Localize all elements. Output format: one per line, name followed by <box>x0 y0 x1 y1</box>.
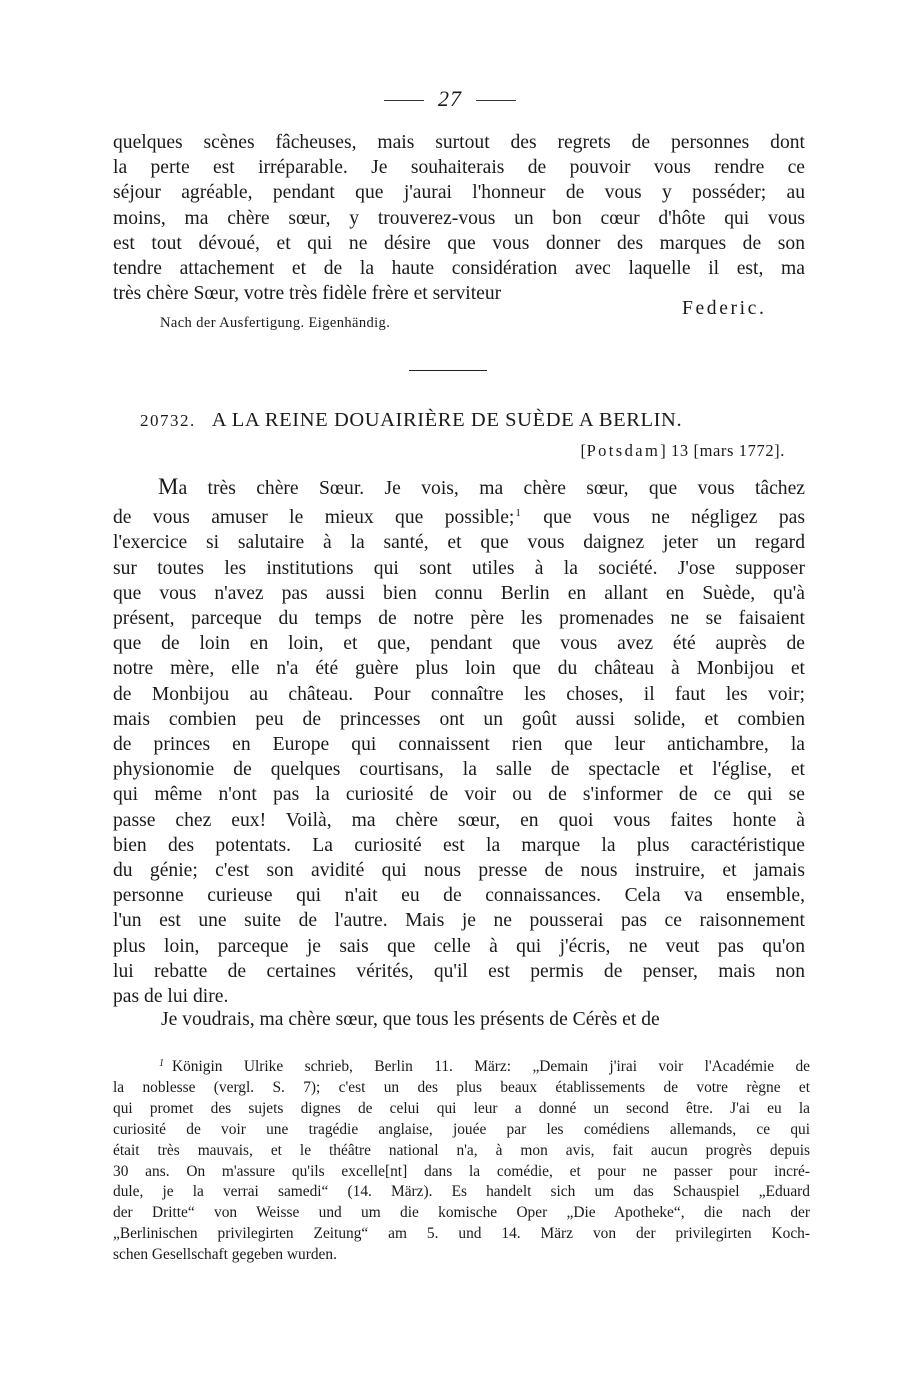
footnote-line: dule, je la verrai samedi“ (14. März). Es handelt sich um das Schauspiel „Eduard <box>113 1183 810 1201</box>
text-fragment: de vous amuser le mieux que possible; <box>113 507 515 529</box>
text-line: est tout dévoué, et qui ne désire que vous donner des marques de son <box>113 232 805 254</box>
text-line: l'exercice si salutaire à la santé, et que vous daignez jeter un regard <box>113 532 805 554</box>
letter-dateline: [Potsdam] 13 [mars 1772]. <box>580 441 785 460</box>
text-line: tendre attachement et de la haute considération avec laquelle il est, ma <box>113 258 805 280</box>
header-dash-left <box>384 100 424 101</box>
text-line: qui même n'ont pas la curiosité de voir ou de s'informer de ce qui se <box>113 784 805 806</box>
footnote-line: était très mauvais, et le théâtre national n'a, à mon avis, fait aucun progrès depuis <box>113 1141 810 1159</box>
text-line: pas de lui dire. <box>113 986 229 1008</box>
section-divider <box>409 370 487 371</box>
text-line: lui rebatte de certaines vérités, qu'il est permis de penser, mais non <box>113 960 805 982</box>
dateline-place: Potsdam <box>586 441 661 460</box>
text-line: présent, parceque du temps de notre père les promenades ne se faisaient <box>113 608 805 630</box>
text-line <box>113 501 805 530</box>
text-line: moins, ma chère sœur, y trouverez-vous un bon cœur d'hôte qui vous <box>113 207 805 229</box>
letter-paragraph-next: Je voudrais, ma chère sœur, que tous les présents de Cérès et de <box>161 1009 660 1030</box>
footnote-line: schen Gesellschaft gegeben wurden. <box>113 1246 337 1264</box>
dateline-date: 13 [mars 1772]. <box>671 441 785 460</box>
text-line: quelques scènes fâcheuses, mais surtout des regrets de personnes dont <box>113 132 805 153</box>
signature: Federic. <box>682 298 767 319</box>
footnote-line: curiosité de voir une tragédie anglaise, jouée par les comédiens allemands, ce qui <box>113 1120 810 1138</box>
letter-number: 20732. <box>140 411 196 430</box>
text-line: personne curieuse qui n'ait eu de connaissances. Cela va ensemble, <box>113 885 805 907</box>
header-dash-right <box>476 100 516 101</box>
footnote-line: der Dritte“ von Weisse und um die komische Oper „Die Apotheke“, die nach der <box>113 1204 810 1222</box>
text-fragment: a très chère Sœur. Je vois, ma chère sœur, que vous tâchez <box>178 478 805 499</box>
text-line: séjour agréable, pendant que j'aurai l'honneur de vous y posséder; au <box>113 182 805 204</box>
text-line: la perte est irréparable. Je souhaiterais de pouvoir vous rendre ce <box>113 157 805 179</box>
text-line: physionomie de quelques courtisans, la salle de spectacle et l'église, et <box>113 759 805 781</box>
text-fragment: Königin Ulrike schrieb, Berlin 11. März: „Demain j'irai voir l'Académie de <box>172 1058 810 1075</box>
text-line: que vous n'avez pas aussi bien connu Berlin en allant en Suède, qu'à <box>113 582 805 604</box>
text-line: très chère Sœur, votre très fidèle frère et serviteur <box>113 283 502 305</box>
footnote-line <box>113 1054 810 1078</box>
text-line: sur toutes les institutions qui sont utiles à la société. J'ose supposer <box>113 557 805 579</box>
text-line: passe chez eux! Voilà, ma chère sœur, en quoi vous faites honte à <box>113 809 805 831</box>
letter-title: A LA REINE DOUAIRIÈRE DE SUÈDE A BERLIN. <box>211 409 683 431</box>
footnote-line: qui promet des sujets dignes de celui qui leur a donné un second être. J'ai eu la <box>113 1099 810 1117</box>
text-line: plus loin, parceque je sais que celle à qui j'écris, ne veut pas qu'on <box>113 935 805 957</box>
text-line: bien des potentats. La curiosité est la marque la plus caractéristique <box>113 834 805 856</box>
letter-body <box>113 474 805 1009</box>
text-line: de Monbijou au château. Pour connaître les choses, il faut les voir; <box>113 683 805 705</box>
text-line: notre mère, elle n'a été guère plus loin que du château à Monbijou et <box>113 658 805 680</box>
footnote-line: la noblesse (vergl. S. 7); c'est un des plus beaux établissements de votre règne et <box>113 1078 810 1096</box>
footnote-mark: 1 <box>159 1058 164 1069</box>
source-note: Nach der Ausfertigung. Eigenhändig. <box>160 315 391 331</box>
footnote-line: „Berlinischen privilegirten Zeitung“ am 5. und 14. März von der privilegirten Koch- <box>113 1225 810 1243</box>
letter-heading <box>140 409 800 432</box>
text-line: l'un est une suite de l'autre. Mais je ne pousserai pas ce raisonnement <box>113 910 805 932</box>
text-line: que de loin en loin, et que, pendant que vous avez été auprès de <box>113 633 805 655</box>
text-line: mais combien peu de princesses ont un goût aussi solide, et combien <box>113 708 805 730</box>
footnote-reference: 1 <box>515 507 521 520</box>
initial-letter: M <box>158 474 179 499</box>
footnote-line: 30 ans. On m'assure qu'ils excelle[nt] dans la comédie, et pour ne passer pour incré- <box>113 1162 810 1180</box>
text-line: du génie; c'est son avidité qui nous presse de nous instruire, et jamais <box>113 860 805 882</box>
closing-paragraph <box>113 130 805 306</box>
text-line <box>113 474 805 501</box>
text-fragment: que vous ne négligez pas <box>543 507 805 529</box>
footnote <box>113 1054 810 1266</box>
page-number: 27 <box>438 86 462 111</box>
text-line: de princes en Europe qui connaissent rien que leur antichambre, la <box>113 734 805 756</box>
page-header <box>0 86 900 112</box>
